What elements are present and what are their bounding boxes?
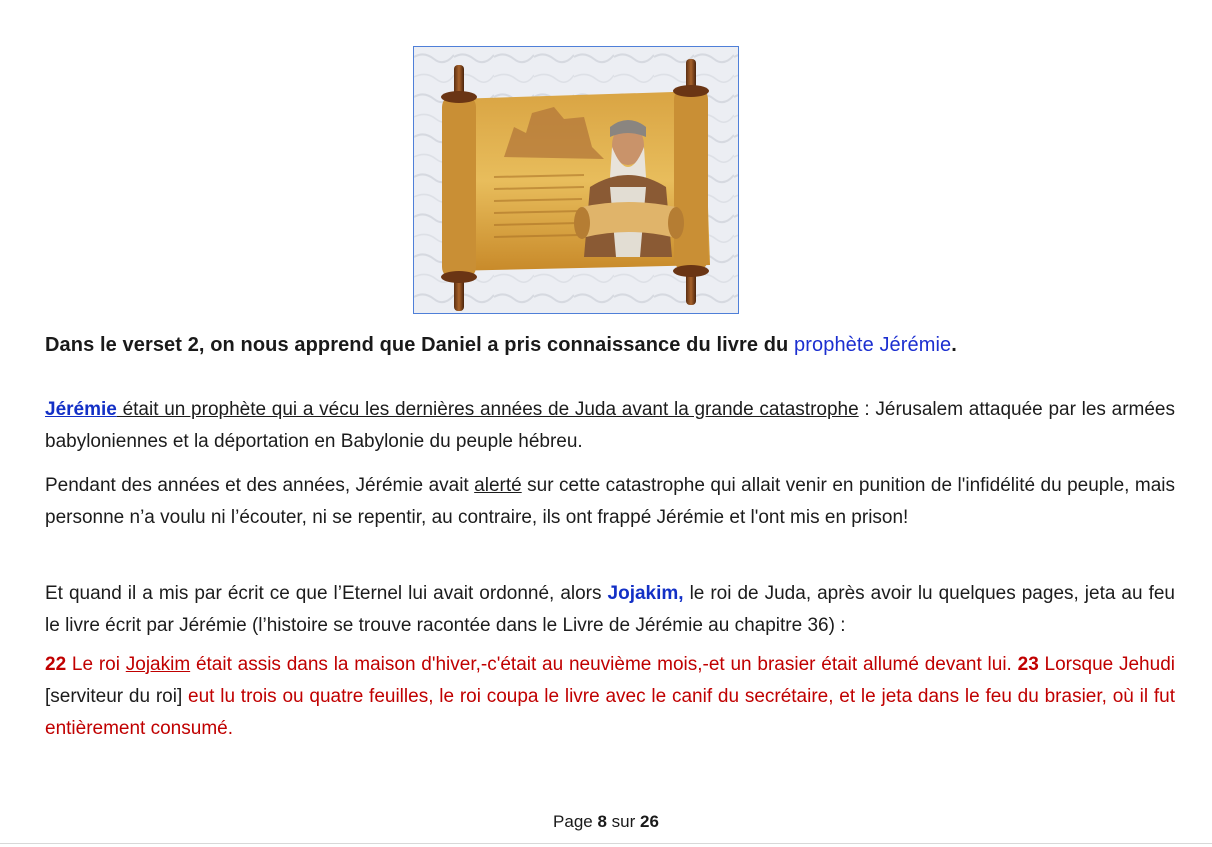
paragraph-jojakim: [45, 578, 1175, 642]
paragraph-warning: [45, 470, 1175, 534]
quote-text-4: eut lu trois ou quatre feuilles, le roi coupa le livre avec le canif du secrétaire, et le jeta dans le feu du brasier, où il fut entièrement consumé.: [45, 686, 1175, 739]
paragraph-before: Et quand il a mis par écrit ce que l’Eternel lui avait ordonné, alors: [45, 583, 608, 604]
scroll-illustration: [413, 46, 739, 314]
heading-text: Dans le verset 2, on nous apprend que Daniel a pris connaissance du livre du: [45, 334, 795, 356]
paragraph-rest: : Jérusalem attaquée par les armées babyloniennes et la déportation en Babylonie du peuple hébreu.: [45, 399, 1175, 452]
page-bottom-divider: [0, 843, 1212, 844]
alerte-underlined: alerté: [474, 475, 522, 496]
scroll-prophet-image: [414, 47, 738, 313]
bible-quote: [45, 649, 1175, 745]
page-footer: [0, 812, 1212, 832]
verse-number-22: 22: [45, 654, 67, 675]
bracket-note: [serviteur du roi]: [45, 686, 183, 707]
total-pages-number: 26: [640, 812, 659, 831]
paragraph-after: le roi de Juda, après avoir lu quelques pages, jeta au feu le livre écrit par Jérémie (l’histoire se trouve racontée dans le Livre de Jérémie au chapitre 36) :: [45, 583, 1175, 636]
jojakim-name: Jojakim,: [607, 583, 684, 604]
heading-end: .: [951, 334, 957, 356]
verse-number-23: 23: [1017, 654, 1039, 675]
of-word: sur: [611, 812, 636, 831]
section-heading: [45, 334, 1185, 357]
page-word: Page: [553, 812, 593, 831]
quote-text-2: était assis dans la maison d'hiver,-c'était au neuvième mois,-et un brasier était allumé devant lui.: [190, 654, 1018, 675]
quote-text-1: Le roi: [66, 654, 126, 675]
paragraph-jeremie-intro: [45, 394, 1175, 458]
underlined-phrase: était un prophète qui a vécu les dernières années de Juda avant la grande catastrophe: [116, 399, 859, 420]
jeremie-link[interactable]: Jérémie: [45, 399, 117, 420]
current-page-number: 8: [597, 812, 607, 831]
paragraph-before: Pendant des années et des années, Jérémie avait: [45, 475, 475, 496]
quote-text-3: Lorsque Jehudi: [1038, 654, 1175, 675]
paragraph-after: sur cette catastrophe qui allait venir en punition de l'infidélité du peuple, mais personne n’a voulu ni l’écouter, ni se repentir, au contraire, ils ont frappé Jérémie et l'ont mis en prison!: [45, 475, 1176, 528]
jojakim-underlined: Jojakim: [125, 654, 191, 675]
prophet-jeremie-link[interactable]: prophète Jérémie: [794, 334, 952, 356]
